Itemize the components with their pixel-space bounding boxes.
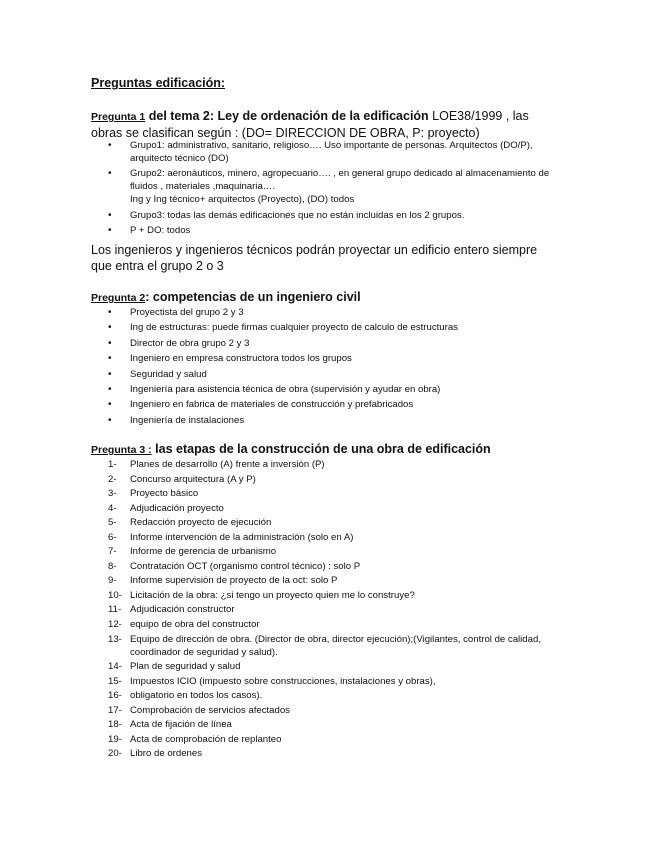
list-item-number: 8- (108, 560, 117, 572)
list-item: • Grupo2: aeronáuticos, minero, agropecuario…. , en general grupo dedicado al almacenamiento de fluidos , materiales ,maquinaria…. Ing y Ing técnico+ arquitectos (Proyecto), (DO) todos (108, 168, 550, 206)
question-2-title: : competencias de un ingeniero civil (145, 290, 361, 304)
list-item-number: 20- (108, 748, 122, 760)
list-item-text: Adjudicación proyecto (130, 502, 224, 514)
list-item-text: Libro de ordenes (130, 748, 203, 760)
bullet-icon: • (108, 140, 112, 151)
list-item (108, 545, 568, 558)
list-item (108, 560, 568, 573)
bullet-icon: • (108, 337, 112, 349)
list-item-number: 13- (108, 633, 122, 645)
list-item (108, 473, 568, 486)
question-1-subtitle: LOE38/1999 , las obras se clasifican según : (DO= DIRECCION DE OBRA, P: proyecto) (91, 109, 529, 140)
list-item-text: Impuestos ICIO (impuesto sobre construcciones, instalaciones y obras), (130, 675, 436, 687)
list-item-text: Licitación de la obra: ¿si tengo un proyecto quien me lo construye? (130, 589, 415, 601)
bullet-icon: • (108, 168, 112, 180)
list-item: • Ingeniería de instalaciones (108, 414, 245, 426)
list-item (108, 502, 568, 515)
question-1-heading (91, 108, 561, 141)
list-item-text: Informe de gerencia de urbanismo (130, 546, 277, 558)
list-item (108, 675, 568, 688)
list-item-text: Informe supervisión de proyecto de la oct: solo P (130, 575, 338, 587)
list-item: • Ingeniero en empresa constructora todos los grupos (108, 353, 352, 365)
list-item (108, 689, 568, 702)
list-item (108, 733, 568, 746)
bullet-icon: • (108, 383, 112, 395)
bullet-icon: • (108, 307, 112, 318)
question-1-conclusion: Los ingenieros y ingenieros técnicos podrán proyectar un edificio entero siempre que entra el grupo 2 o 3 (91, 243, 538, 273)
list-item-number: 16- (108, 690, 122, 702)
list-item-text: Acta de comprobación de replanteo (130, 733, 282, 745)
list-item (108, 660, 568, 673)
list-item: • Grupo1: administrativo, sanitario, religioso…. Uso importante de personas. Arquitectos (DO/P), arquitecto técnico (DO) (108, 140, 533, 164)
list-item-number: 2- (108, 473, 117, 485)
list-item-text: equipo de obra del constructor (130, 619, 260, 631)
list-item-number: 9- (108, 575, 117, 587)
list-item (108, 516, 568, 529)
question-1-label: Pregunta 1 (91, 111, 146, 123)
list-item-number: 3- (108, 488, 117, 500)
question-1-title: del tema 2: Ley de ordenación de la edificación (145, 109, 429, 123)
list-item (108, 618, 568, 631)
list-item-text: obligatorio en todos los casos). (130, 690, 263, 702)
question-3-list (108, 458, 568, 762)
bullet-icon: • (108, 209, 112, 221)
list-item-number: 11- (108, 604, 122, 616)
list-item (108, 589, 568, 602)
question-2-list (108, 306, 558, 429)
question-2-heading (91, 289, 561, 306)
list-item (108, 704, 568, 717)
list-item-number: 5- (108, 517, 117, 529)
list-item (108, 633, 568, 659)
list-item (108, 747, 568, 760)
list-item: • Ing de estructuras: puede firmas cualquier proyecto de calculo de estructuras (108, 322, 458, 334)
question-3-label: Pregunta 3 : (91, 444, 152, 456)
list-item-text: Informe intervención de la administración (solo en A) (130, 531, 354, 543)
bullet-icon: • (108, 322, 112, 334)
list-item-number: 19- (108, 733, 122, 745)
bullet-icon: • (108, 399, 112, 411)
list-item-number: 18- (108, 719, 122, 731)
list-item-text: Acta de fijación de línea (130, 719, 232, 731)
list-item-text: Comprobación de servicios afectados (130, 704, 290, 716)
list-item: • Proyectista del grupo 2 y 3 (108, 307, 244, 318)
list-item-text: Planes de desarrollo (A) frente a inversión (P) (130, 459, 325, 470)
list-item-number: 12- (108, 619, 122, 631)
list-item-text: Concurso arquitectura (A y P) (130, 473, 256, 485)
bullet-icon: • (108, 368, 112, 380)
list-item-text: Contratación OCT (organismo control técnico) : solo P (130, 560, 361, 572)
list-item (108, 574, 568, 587)
list-item-text: Plan de seguridad y salud (130, 661, 241, 673)
list-item: • Director de obra grupo 2 y 3 (108, 337, 250, 349)
list-item (108, 531, 568, 544)
list-item (108, 458, 568, 471)
list-item: • P + DO: todos (108, 225, 191, 237)
list-item (108, 487, 568, 500)
list-item: • Grupo3: todas las demás edificaciones que no están incluidas en los 2 grupos. (108, 209, 465, 221)
list-item-text: Redacción proyecto de ejecución (130, 517, 272, 529)
document-title: Preguntas edificación: (91, 76, 226, 90)
question-3-heading (91, 441, 561, 458)
bullet-icon: • (108, 225, 112, 237)
list-item-number: 4- (108, 502, 117, 514)
list-item-number: 15- (108, 675, 122, 687)
question-3-title: las etapas de la construcción de una obra de edificación (151, 442, 491, 456)
list-item: • Ingeniero en fabrica de materiales de construcción y prefabricados (108, 399, 414, 411)
list-item-text: Adjudicación constructor (130, 604, 235, 616)
list-item (108, 603, 568, 616)
list-item-text: Proyecto básico (130, 488, 199, 500)
list-item-number: 1- (108, 459, 117, 470)
list-item-number: 6- (108, 531, 117, 543)
bullet-icon: • (108, 353, 112, 365)
list-item-text: Equipo de dirección de obra. (Director de obra, director ejecución);(Vigilantes, control de calidad, coordinador de seguridad y salud). (130, 633, 541, 658)
list-item: • Seguridad y salud (108, 368, 207, 380)
question-2-label: Pregunta 2 (91, 292, 146, 304)
list-item-number: 10- (108, 589, 122, 601)
list-item (108, 718, 568, 731)
list-item-number: 7- (108, 546, 117, 558)
list-item-number: 14- (108, 661, 122, 673)
list-item-number: 17- (108, 704, 122, 716)
list-item: • Ingeniería para asistencia técnica de obra (supervisión y ayudar en obra) (108, 383, 441, 395)
bullet-icon: • (108, 414, 112, 426)
question-1-list (108, 139, 558, 240)
